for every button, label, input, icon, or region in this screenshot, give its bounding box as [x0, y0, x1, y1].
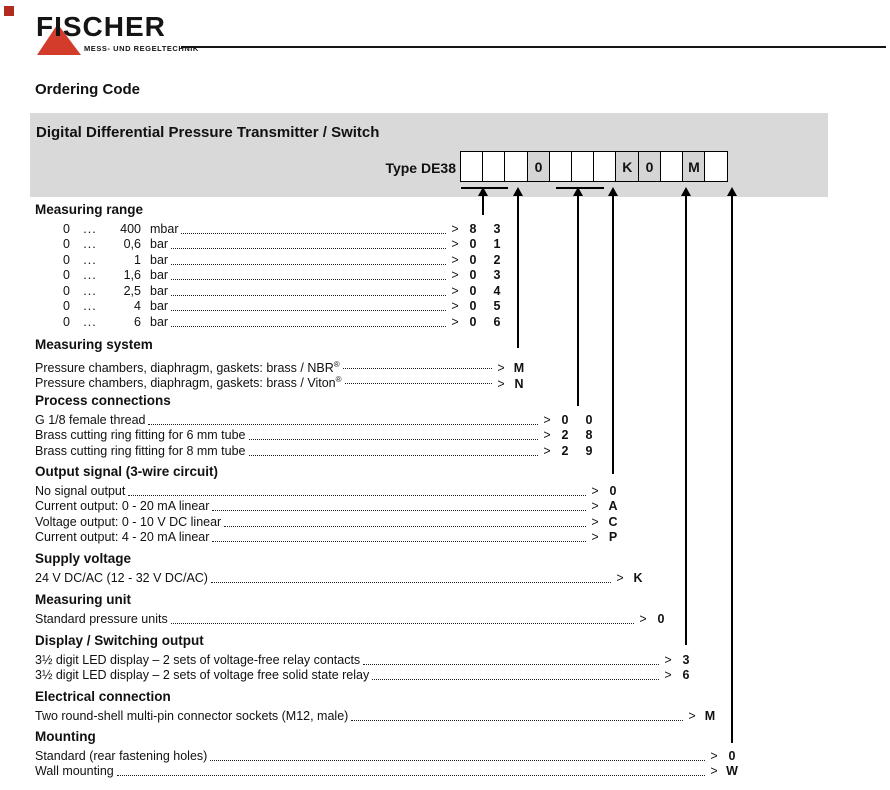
- dot-leader: [171, 264, 446, 265]
- dot-leader: [212, 541, 586, 542]
- dot-leader: [210, 760, 705, 761]
- leader-arrow: >: [497, 376, 505, 391]
- code-value: 0: [609, 484, 617, 498]
- range-from: 0: [63, 222, 70, 236]
- type-code-box: M: [682, 151, 706, 182]
- code-value: 8: [585, 428, 593, 443]
- option-row: [35, 668, 698, 683]
- range-unit: bar: [150, 237, 169, 252]
- dot-leader: [148, 424, 538, 425]
- code-value: 8: [469, 222, 477, 236]
- option-row: [35, 413, 601, 428]
- option-row: [35, 484, 625, 499]
- section-electrical-connection: [35, 688, 722, 724]
- range-unit: bar: [150, 283, 169, 298]
- section-process-connections: [35, 392, 601, 459]
- range-unit: bar: [150, 252, 169, 267]
- range-value: 1,6: [123, 268, 141, 283]
- option-label: Brass cutting ring fitting for 8 mm tube: [35, 443, 246, 458]
- leader-arrow: >: [664, 653, 672, 667]
- selector-line-process-connections: [577, 195, 579, 406]
- section-title: Mounting: [35, 729, 96, 744]
- dot-leader: [351, 720, 683, 721]
- code-value: 9: [585, 443, 593, 458]
- code-value: 2: [493, 252, 501, 267]
- code-value: 3: [493, 268, 501, 283]
- type-code-box: [660, 151, 684, 182]
- leader-arrow: >: [451, 268, 459, 283]
- option-label: Wall mounting: [35, 764, 114, 779]
- range-value: 1: [134, 252, 141, 267]
- dot-leader: [181, 233, 446, 234]
- dot-leader: [171, 295, 446, 296]
- code-value: 0: [469, 252, 477, 267]
- type-code-box: [460, 151, 484, 182]
- range-from: 0: [63, 314, 70, 329]
- section-title: Process connections: [35, 393, 171, 408]
- section-measuring-unit: [35, 591, 673, 627]
- leader-arrow: >: [543, 443, 551, 458]
- option-row: [35, 237, 509, 252]
- code-value: 0: [469, 314, 477, 329]
- page-title: Ordering Code: [35, 81, 141, 98]
- selector-line-measuring-system: [517, 195, 519, 348]
- selector-line-display-output: [685, 195, 687, 645]
- dot-leader: [249, 455, 538, 456]
- dot-leader: [345, 383, 492, 384]
- option-row: [35, 268, 509, 283]
- code-value: 3: [493, 222, 501, 236]
- section-title: Measuring system: [35, 337, 153, 352]
- section-measuring-system: [35, 336, 531, 391]
- option-row: [35, 749, 744, 764]
- option-row: [35, 222, 509, 237]
- option-label: Two round-shell multi-pin connector sockets (M12, male): [35, 709, 349, 723]
- option-row: [35, 428, 601, 443]
- option-row: [35, 515, 625, 530]
- leader-arrow: >: [591, 499, 599, 514]
- leader-arrow: >: [591, 514, 599, 529]
- dot-leader: [171, 248, 446, 249]
- option-label: 3½ digit LED display – 2 sets of voltage free solid state relay: [35, 668, 370, 683]
- option-row: [35, 315, 509, 330]
- dot-leader: [171, 279, 446, 280]
- option-label: Pressure chambers, diaphragm, gaskets: brass / NBR®: [35, 360, 340, 376]
- dot-leader: [128, 495, 586, 496]
- range-from: 0: [63, 252, 70, 267]
- type-code-box: [704, 151, 728, 182]
- option-label: Standard (rear fastening holes): [35, 749, 208, 763]
- section-title: Supply voltage: [35, 551, 132, 566]
- range-ellipsis: ...: [83, 252, 97, 267]
- option-label: Voltage output: 0 - 10 V DC linear: [35, 514, 222, 529]
- type-code-box: K: [615, 151, 639, 182]
- leader-arrow: >: [543, 428, 551, 443]
- brand-tagline: MESS- UND REGELTECHNIK: [84, 44, 199, 53]
- option-label: G 1/8 female thread: [35, 413, 146, 427]
- section-output-signal-3-wire-circuit-: [35, 463, 625, 546]
- option-row: [35, 612, 673, 627]
- type-code-label: Type DE38: [385, 160, 456, 176]
- code-value: W: [726, 764, 738, 779]
- option-label: Pressure chambers, diaphragm, gaskets: brass / Viton®: [35, 375, 342, 391]
- code-value: 4: [493, 283, 501, 298]
- type-code-box: [571, 151, 595, 182]
- code-value: M: [704, 709, 716, 723]
- range-from: 0: [63, 237, 70, 252]
- leader-arrow: >: [688, 709, 696, 723]
- code-value: 3: [682, 653, 690, 667]
- range-value: 400: [120, 222, 141, 236]
- option-label: Current output: 4 - 20 mA linear: [35, 530, 210, 545]
- leader-arrow: >: [591, 530, 599, 545]
- option-row: [35, 444, 601, 459]
- option-row: [35, 764, 744, 779]
- option-label: No signal output: [35, 484, 126, 498]
- code-value: 0: [657, 612, 665, 626]
- type-code-boxes: [460, 151, 728, 182]
- range-value: 2,5: [123, 283, 141, 298]
- leader-arrow: >: [616, 571, 624, 585]
- dot-leader: [343, 368, 492, 369]
- section-measuring-range: [35, 201, 509, 330]
- leader-arrow: >: [710, 764, 718, 779]
- range-from: 0: [63, 268, 70, 283]
- range-from: 0: [63, 299, 70, 314]
- option-row: [35, 357, 531, 376]
- code-value: C: [608, 514, 618, 529]
- code-value: 6: [493, 314, 501, 329]
- option-row: [35, 709, 722, 724]
- code-value: 6: [682, 668, 690, 683]
- range-ellipsis: ...: [83, 237, 97, 252]
- type-code-box: 0: [527, 151, 551, 182]
- option-row: [35, 653, 698, 668]
- code-value: 0: [469, 283, 477, 298]
- code-value: A: [608, 499, 618, 514]
- dot-leader: [171, 326, 446, 327]
- dot-leader: [224, 526, 586, 527]
- brand-logo: FISCHER: [36, 11, 166, 42]
- code-value: 0: [561, 413, 569, 427]
- code-value: 0: [728, 749, 736, 763]
- option-label: 3½ digit LED display – 2 sets of voltage-free relay contacts: [35, 653, 361, 667]
- code-value: 1: [493, 237, 501, 252]
- leader-arrow: >: [451, 314, 459, 329]
- code-value: 0: [469, 237, 477, 252]
- dot-leader: [117, 775, 705, 776]
- range-ellipsis: ...: [83, 283, 97, 298]
- leader-arrow: >: [497, 361, 505, 376]
- code-value: 2: [561, 443, 569, 458]
- range-ellipsis: ...: [83, 268, 97, 283]
- type-code-box: 0: [638, 151, 662, 182]
- range-from: 0: [63, 283, 70, 298]
- section-mounting: [35, 728, 744, 780]
- leader-arrow: >: [639, 612, 647, 626]
- range-value: 0,6: [123, 237, 141, 252]
- dot-leader: [363, 664, 659, 665]
- page-corner-mark: [4, 6, 14, 16]
- type-code-box: [482, 151, 506, 182]
- section-title: Measuring unit: [35, 592, 132, 607]
- option-label: Current output: 0 - 20 mA linear: [35, 499, 210, 514]
- leader-arrow: >: [664, 668, 672, 683]
- dot-leader: [211, 582, 611, 583]
- selector-line-mounting: [731, 195, 733, 743]
- code-value: 5: [493, 299, 501, 314]
- section-display-switching-output: [35, 632, 698, 684]
- dot-leader: [249, 439, 538, 440]
- leader-arrow: >: [710, 749, 718, 763]
- type-code-box: [593, 151, 617, 182]
- section-title: Electrical connection: [35, 689, 171, 704]
- option-label: Brass cutting ring fitting for 6 mm tube: [35, 428, 246, 443]
- section-title: Output signal (3-wire circuit): [35, 464, 219, 479]
- code-value: K: [633, 571, 643, 585]
- leader-arrow: >: [451, 252, 459, 267]
- range-ellipsis: ...: [83, 314, 97, 329]
- registered-mark: ®: [335, 375, 342, 385]
- type-code-box: [549, 151, 573, 182]
- dot-leader: [171, 623, 634, 624]
- dot-leader: [372, 679, 659, 680]
- section-supply-voltage: [35, 550, 650, 586]
- range-value: 6: [134, 314, 141, 329]
- code-value: P: [608, 530, 618, 545]
- selector-line-output-signal: [612, 195, 614, 474]
- range-unit: bar: [150, 299, 169, 314]
- leader-arrow: >: [451, 283, 459, 298]
- code-value: 0: [585, 413, 593, 427]
- leader-arrow: >: [451, 222, 459, 236]
- option-row: [35, 372, 531, 391]
- range-ellipsis: ...: [83, 299, 97, 314]
- range-unit: bar: [150, 268, 169, 283]
- code-value: 0: [469, 268, 477, 283]
- range-value: 4: [134, 299, 141, 314]
- code-value: N: [514, 376, 524, 391]
- section-title: Measuring range: [35, 202, 144, 217]
- range-unit: bar: [150, 314, 169, 329]
- product-title: Digital Differential Pressure Transmitter / Switch: [36, 124, 380, 141]
- registered-mark: ®: [333, 360, 340, 369]
- dot-leader: [171, 310, 446, 311]
- option-label: Standard pressure units: [35, 612, 168, 626]
- type-code-box: [504, 151, 528, 182]
- leader-arrow: >: [591, 484, 599, 498]
- range-ellipsis: ...: [83, 222, 97, 236]
- option-label: 24 V DC/AC (12 - 32 V DC/AC): [35, 571, 208, 585]
- option-row: [35, 284, 509, 299]
- option-row: [35, 299, 509, 314]
- code-value: 0: [469, 299, 477, 314]
- option-row: [35, 571, 650, 586]
- leader-arrow: >: [543, 413, 551, 427]
- option-row: [35, 499, 625, 514]
- option-row: [35, 530, 625, 545]
- option-row: [35, 253, 509, 268]
- code-value: 2: [561, 428, 569, 443]
- range-unit: mbar: [150, 222, 179, 236]
- dot-leader: [212, 510, 586, 511]
- leader-arrow: >: [451, 299, 459, 314]
- header-rule: [181, 46, 886, 48]
- section-title: Display / Switching output: [35, 633, 204, 648]
- leader-arrow: >: [451, 237, 459, 252]
- code-value: M: [513, 361, 525, 376]
